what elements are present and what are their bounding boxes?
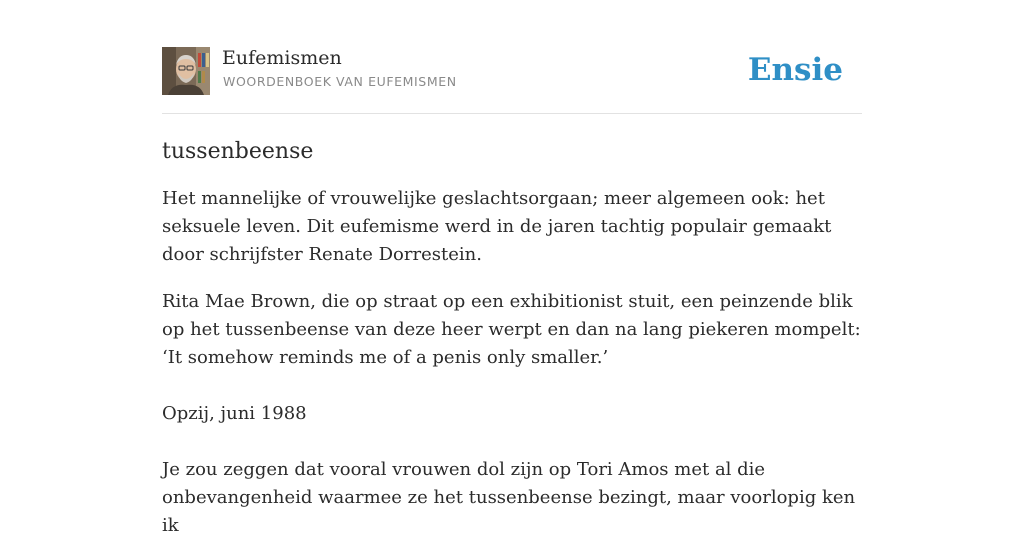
quote-block bbox=[162, 288, 862, 540]
quote-text: Rita Mae Brown, die op straat op een exhibitionist stuit, een peinzende blik op het tussenbeense van deze heer werpt en dan na lang piekeren mompelt: ‘It somehow reminds me of a penis only smaller.’ bbox=[162, 291, 861, 368]
quote-text-2: Je zou zeggen dat vooral vrouwen dol zijn op Tori Amos met al die onbevangenheid waarmee ze het tussenbeense bezingt, maar voorlopig ken ik bbox=[162, 459, 856, 536]
entry-content bbox=[162, 136, 862, 540]
avatar[interactable] bbox=[162, 47, 210, 95]
entry-term: tussenbeense bbox=[162, 139, 314, 164]
author-name[interactable]: Eufemismen bbox=[222, 47, 342, 69]
author-subtitle[interactable]: WOORDENBOEK VAN EUFEMISMEN bbox=[223, 74, 457, 89]
quote-spacer bbox=[162, 428, 862, 456]
portrait-avatar-icon bbox=[162, 47, 210, 95]
entry-definition: Het mannelijke of vrouwelijke geslachtsorgaan; meer algemeen ook: het seksuele leven. Dit eufemisme werd in de jaren tachtig populair gemaakt door schrijfster Renate Dorrestein. bbox=[162, 188, 832, 265]
quote-source: Opzij, juni 1988 bbox=[162, 403, 307, 424]
header bbox=[162, 46, 862, 96]
header-divider bbox=[162, 113, 862, 114]
brand-logo[interactable]: Ensie bbox=[747, 52, 843, 88]
quote-spacer bbox=[162, 372, 862, 400]
